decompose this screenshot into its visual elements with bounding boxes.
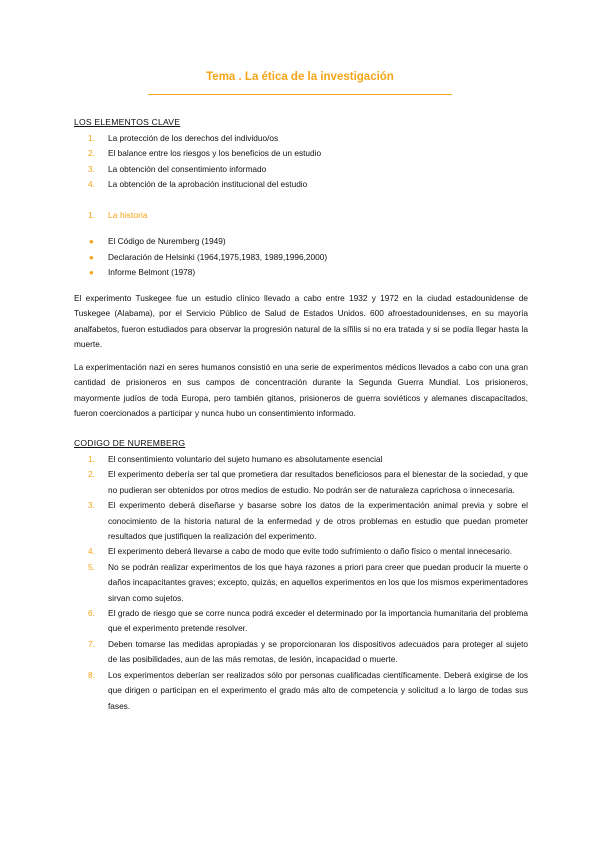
title-underline (148, 94, 452, 95)
section-heading-codigo-nuremberg: CODIGO DE NUREMBERG (74, 438, 186, 448)
section-heading-elementos-clave: LOS ELEMENTOS CLAVE (74, 117, 181, 127)
bullet-icon: ● (89, 252, 94, 262)
bullet-icon: ● (89, 237, 94, 246)
subheading-historia: 1. La historia (88, 210, 148, 220)
list-item: ● El Código de Nuremberg (1949) (88, 234, 327, 250)
list-item: 7. Deben tomarse las medidas apropiadas y se proporcionaran los dispositivos adecuados para proteger al sujeto de las posibilidades, aun de las más remotas, de lesión, incapacidad o muerte. (88, 638, 528, 665)
list-item: 6. El grado de riesgo que se corre nunca podrá exceder el determinado por la importancia humanitaria del problema que el experimento pretende resolver. (88, 608, 528, 634)
list-item: 8. Los experimentos deberían ser realizados sólo por personas cualificadas científicamente. Deberá exigirse de los que dirigen o participan en el experimento el grado más alto de competencia y solicitud a lo largo de todas sus fases. (88, 669, 528, 711)
list-item: 1. La protección de los derechos del individuo/os (88, 133, 279, 143)
list-item: 2. El balance entre los riesgos y los beneficios de un estudio (88, 148, 322, 159)
paragraph-tuskegee: El experimento Tuskegee fue un estudio clínico llevado a cabo entre 1932 y 1972 en la ciudad estadounidense de Tuskegee (Alabama), por el Servicio Público de Salud de Estados Unidos. 600 afroestadounidenses, en su mayoría analfabetos, fueron estudiados para observar la progresión natural de la sífilis si no era tratada y si se podía llegar hasta la muerte. (74, 293, 528, 350)
list-item: 2. El experimento debería ser tal que prometiera dar resultados beneficiosos para el bienestar de la sociedad, y que no pudieran ser obtenidos por otros medios de estudio. No podrán ser de naturaleza caprichosa o innecesaria. (88, 469, 528, 495)
list-item: 1. El consentimiento voluntario del sujeto humano es absolutamente esencial (88, 454, 383, 464)
list-item: 4. La obtención de la aprobación institucional del estudio (88, 179, 308, 190)
list-item: ● Declaración de Helsinki (1964,1975,1983, 1989,1996,2000) (88, 250, 327, 266)
list-item: 5. No se podrán realizar experimentos de los que haya razones a priori para creer que puedan producir la muerte o daños incapacitantes graves; excepto, quizás, en aquellos experimentos en los que los mismos experimentadores sirvan como sujetos. (88, 561, 528, 603)
page-title: Tema . La ética de la investigación (206, 71, 394, 83)
elementos-clave-list (88, 131, 528, 193)
historia-bullet-list (88, 234, 327, 281)
bullet-icon: ● (89, 268, 94, 278)
list-item: 4. El experimento deberá llevarse a cabo de modo que evite todo sufrimiento o daño físico o mental innecesario. (88, 546, 513, 557)
codigo-nuremberg-list (88, 452, 528, 714)
list-item: 3. El experimento deberá diseñarse y basarse sobre los datos de la experimentación animal previa y sobre el conocimiento de la historia natural de la enfermedad y de otros problemas en estudio que puedan prometer resultados que justifiquen la realización del experimento. (88, 500, 528, 542)
list-item: ● Informe Belmont (1978) (88, 265, 327, 281)
list-item: 3. La obtención del consentimiento informado (88, 163, 267, 174)
paragraph-nazi-experiments: La experimentación nazi en seres humanos consistió en una serie de experimentos médicos llevados a cabo con una gran cantidad de prisioneros en sus campos de concentración durante la Segunda Guerra Mundial. Los prisioneros, mayormente judíos de toda Europa, pero también gitanos, prisioneros de guerra soviéticos y alemanes discapacitados, fueron coercionados a participar y nunca hubo un consentimiento informado. (74, 362, 528, 419)
